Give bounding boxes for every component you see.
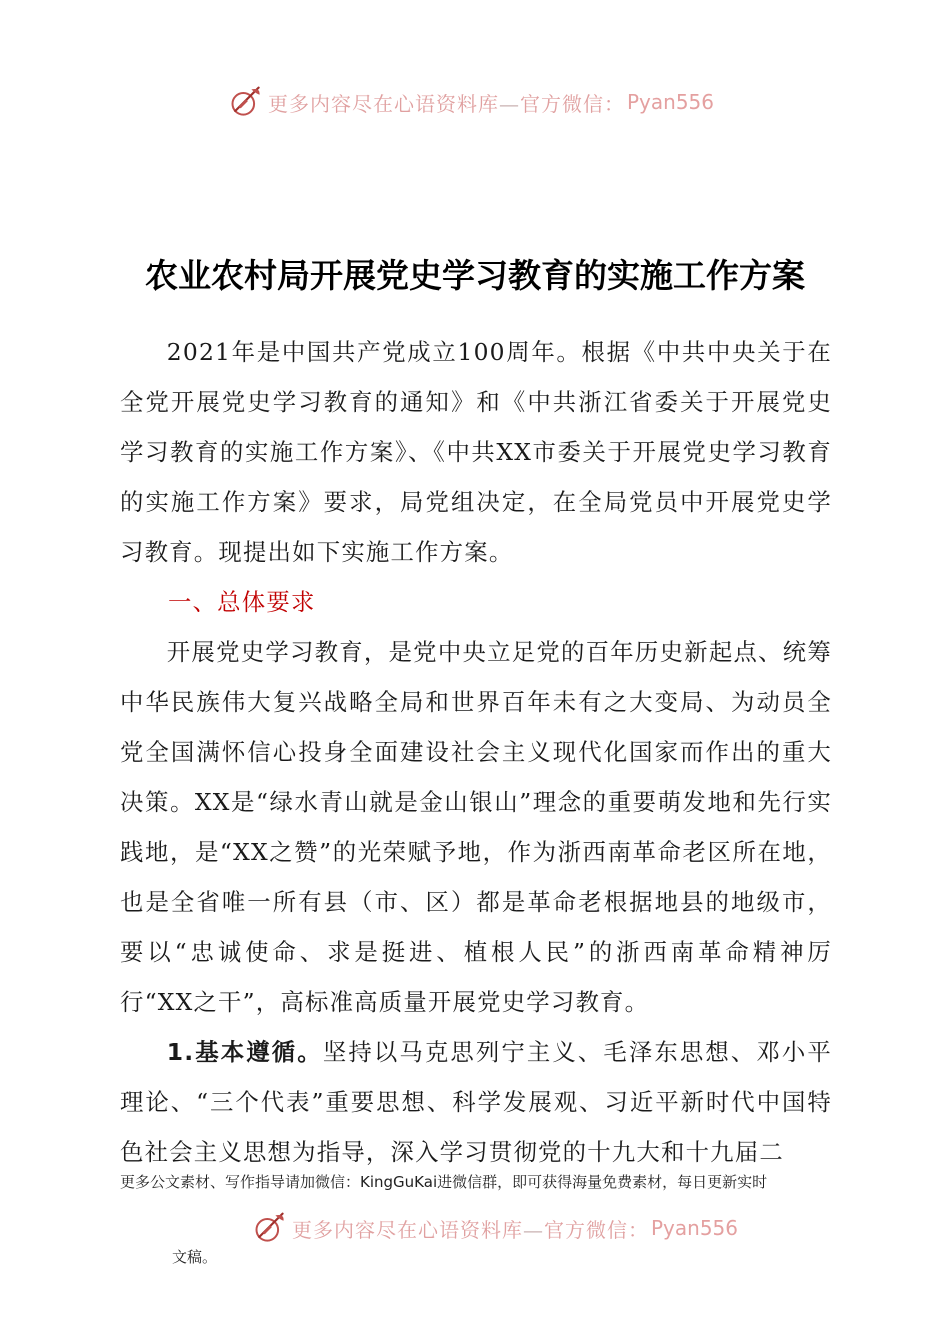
document-body xyxy=(120,327,832,1177)
watermark-id: Pyan556 xyxy=(627,90,715,114)
intro-paragraph: 2021年是中国共产党成立100周年。根据《中共中央关于在全党开展党史学习教育的通知》和《中共浙江省委关于开展党史学习教育的实施工作方案》、《中共XX市委关于开展党史学习教育的实施工作方案》要求，局党组决定，在全局党员中开展党史学习教育。现提出如下实施工作方案。 xyxy=(120,338,832,566)
document-title: 农业农村局开展党史学习教育的实施工作方案 xyxy=(145,256,805,295)
watermark-text: 更多内容尽在心语资料库—官方微信： xyxy=(292,1217,649,1242)
quill-logo-icon xyxy=(228,84,264,120)
item-paragraph xyxy=(120,1027,832,1177)
watermark-id: Pyan556 xyxy=(651,1216,739,1240)
item-lead: 1.基本遵循。 xyxy=(166,1038,323,1066)
footer-tail: 文稿。 xyxy=(172,1248,218,1266)
footer-note: 更多公文素材、写作指导请加微信：KingGuKai进微信群，即可获得海量免费素材，每日更新实时 xyxy=(120,1173,768,1191)
watermark-header xyxy=(0,82,950,122)
watermark-footer xyxy=(0,1208,950,1248)
section-heading: 一、总体要求 xyxy=(168,588,316,616)
section-paragraph: 开展党史学习教育，是党中央立足党的百年历史新起点、统筹中华民族伟大复兴战略全局和世界百年未有之大变局、为动员全党全国满怀信心投身全面建设社会主义现代化国家而作出的重大决策。XX是“绿水青山就是金山银山”理念的重要萌发地和先行实践地，是“XX之赞”的光荣赋予地，作为浙西南革命老区所在地，也是全省唯一所有县（市、区）都是革命老根据地县的地级市，要以“忠诚使命、求是挺进、植根人民”的浙西南革命精神厉行“XX之干”，高标准高质量开展党史学习教育。 xyxy=(120,638,832,1016)
watermark-text: 更多内容尽在心语资料库—官方微信： xyxy=(268,91,625,116)
item-body: 坚持以马克思列宁主义、毛泽东思想、邓小平理论、“三个代表”重要思想、科学发展观、习近平新时代中国特色社会主义思想为指导，深入学习贯彻党的十九大和十九届二 xyxy=(120,1038,833,1166)
wechat-id: KingGuKai xyxy=(360,1173,438,1191)
quill-logo-icon xyxy=(252,1210,288,1246)
